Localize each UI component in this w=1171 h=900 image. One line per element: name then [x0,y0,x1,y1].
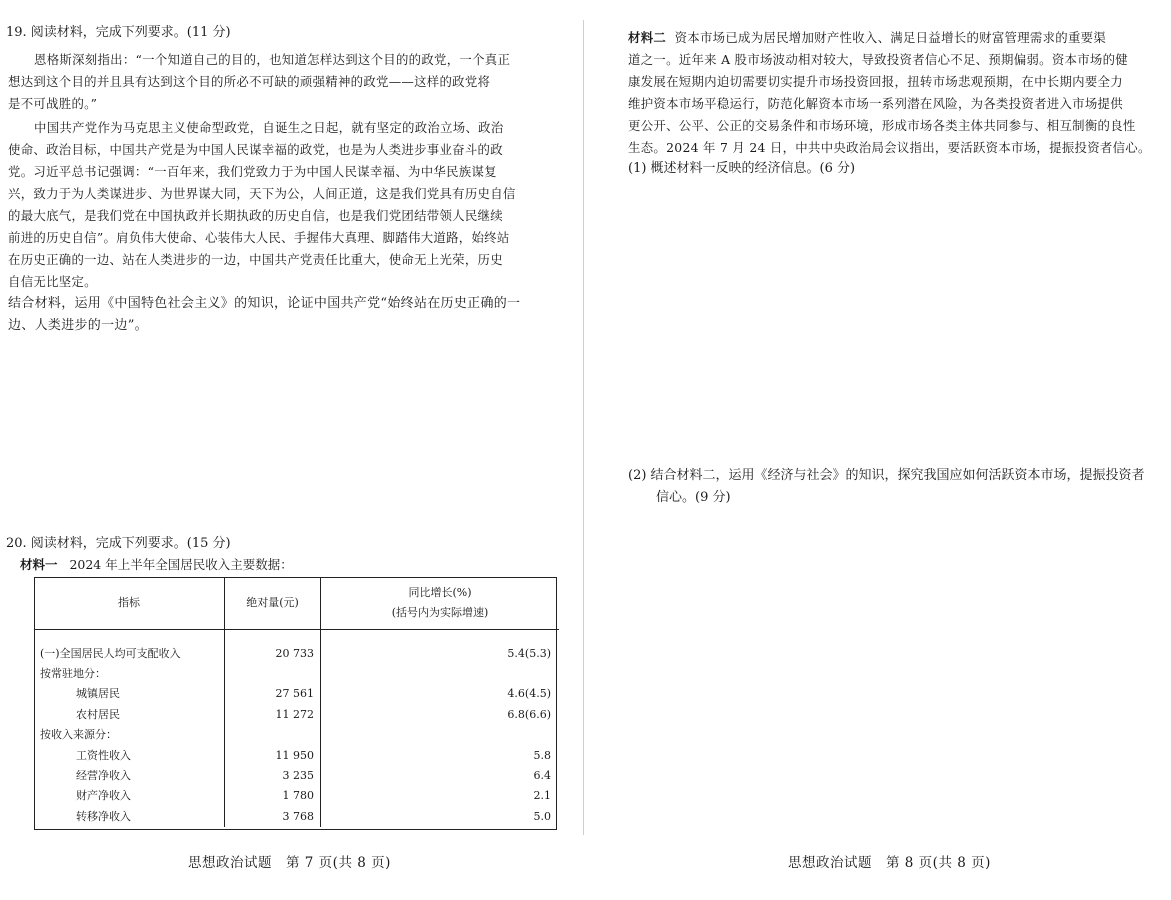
material2-first-line [628,27,1106,50]
row-growth: 6.8(6.6) [507,707,551,721]
q19-body-line: 中国共产党作为马克思主义使命型政党，自诞生之日起，就有坚定的政治立场、政治 [34,120,504,135]
material1-caption [20,554,293,576]
q19-title: 19. 阅读材料，完成下列要求。(11 分) [6,25,231,40]
material2-line: 更公开、公平、公正的交易条件和市场环境，形成市场各类主体共同参与、相互制衡的良性 [628,118,1136,133]
table-row [34,644,559,664]
question-2-line: (2) 结合材料二，运用《经济与社会》的知识，探究我国应如何活跃资本市场，提振投资者 [628,468,1145,483]
row-value [225,664,321,684]
left-page [0,0,585,900]
q19-body-line: 党。习近平总书记强调：“一百年来，我们党致力于为中国人民谋幸福、为中华民族谋复 [8,164,497,179]
row-growth: 5.8 [533,748,551,762]
table-row [34,725,559,745]
row-value: 27 561 [225,684,321,704]
row-label: 工资性收入 [34,746,225,766]
row-growth [321,725,560,745]
right-page [586,0,1171,900]
table-header-row [34,577,559,630]
q19-body-line: 兴，致力于为人类谋进步、为世界谋大同，天下为公，人间正道，这是我们党具有历史自信 [8,186,516,201]
row-value: 3 768 [225,807,321,827]
row-label: 按收入来源分： [34,725,225,745]
row-label: 经营净收入 [34,766,225,786]
q19-task-line: 结合材料，运用《中国特色社会主义》的知识，论证中国共产党“始终站在历史正确的一 [8,296,521,311]
row-value [225,725,321,745]
question-2-line: 信心。(9 分) [656,490,731,505]
q19-quote-line: 是不可战胜的。” [8,96,98,111]
q19-body-line: 在历史正确的一边、站在人类进步的一边，中国共产党责任比重大，使命无上光荣，历史 [8,252,503,267]
material2-line: 道之一。近年来 A 股市场波动相对较大，导致投资者信心不足、预期偏弱。资本市场的健 [628,52,1128,67]
left-footer: 思想政治试题 第 7 页(共 8 页) [188,855,391,871]
row-value: 11 272 [225,705,321,725]
row-label: 转移净收入 [34,807,225,827]
row-label: 农村居民 [34,705,225,725]
table-row [34,746,559,766]
row-value: 11 950 [225,746,321,766]
right-footer: 思想政治试题 第 8 页(共 8 页) [788,855,991,871]
q19-task-line: 边、人类进步的一边”。 [8,318,148,333]
row-growth: 6.4 [533,768,551,782]
row-label: 城镇居民 [34,684,225,704]
material2-line: 康发展在短期内迫切需要切实提升市场投资回报，扭转市场悲观预期，在中长期内要全力 [628,74,1123,89]
row-growth: 4.6(4.5) [507,687,551,701]
question-1: (1) 概述材料一反映的经济信息。(6 分) [628,161,856,176]
q19-body-line: 自信无比坚定。 [8,274,97,289]
table-row [34,807,559,827]
material1-text: 2024 年上半年全国居民收入主要数据： [69,557,293,572]
row-value: 20 733 [225,644,321,664]
header-growth [321,577,560,630]
header-absolute: 绝对量(元) [225,577,321,630]
header-growth-line2: (括号内为实际增速) [391,606,489,619]
header-indicator: 指标 [34,577,225,630]
income-table [34,577,559,827]
row-label: 财产净收入 [34,786,225,806]
row-value: 1 780 [225,786,321,806]
row-growth: 5.0 [533,809,551,823]
row-growth: 2.1 [533,789,551,803]
material2-label: 材料二 [628,30,667,45]
material2-line: 资本市场已成为居民增加财产性收入、满足日益增长的财富管理需求的重要渠 [674,30,1107,45]
row-growth: 5.4(5.3) [507,646,551,660]
table-row [34,705,559,725]
header-growth-line1: 同比增长(%) [408,586,472,599]
table-row [34,684,559,704]
q19-body-line: 前进的历史自信”。肩负伟大使命、心装伟大人民、手握伟大真理、脚踏伟大道路，始终站 [8,230,510,245]
page-divider [583,20,584,835]
table-row [34,766,559,786]
row-label: (一)全国居民人均可支配收入 [34,644,225,664]
material1-label: 材料一 [20,557,58,572]
q19-body-line: 使命、政治目标，中国共产党是为中国人民谋幸福的政党，也是为人类进步事业奋斗的政 [8,142,503,157]
table-row [34,786,559,806]
table-row [34,664,559,684]
q20-title: 20. 阅读材料，完成下列要求。(15 分) [6,536,231,551]
row-label: 按常驻地分： [34,664,225,684]
q19-quote-line: 恩格斯深刻指出：“一个知道自己的目的，也知道怎样达到这个目的的政党，一个真正 [34,52,511,67]
material2-line: 维护资本市场平稳运行，防范化解资本市场一系列潜在风险，为各类投资者进入市场提供 [628,96,1123,111]
q19-quote-line: 想达到这个目的并且具有达到这个目的所必不可缺的顽强精神的政党——这样的政党将 [8,74,491,89]
row-growth [321,664,560,684]
material2-line: 生态。2024 年 7 月 24 日，中共中央政治局会议指出，要活跃资本市场，提振投资者信心。 [628,140,1151,155]
q19-body-line: 的最大底气，是我们党在中国执政并长期执政的历史自信，也是我们党团结带领人民继续 [8,208,503,223]
row-value: 3 235 [225,766,321,786]
